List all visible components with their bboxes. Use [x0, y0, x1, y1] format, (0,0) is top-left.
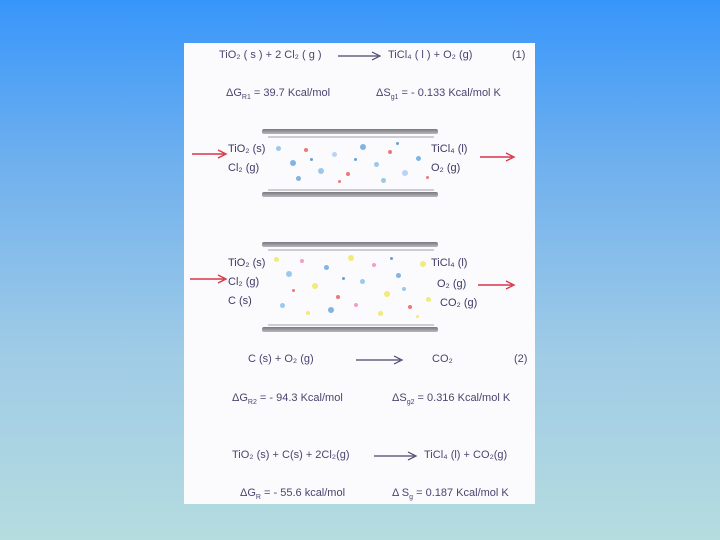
channel1-in-1: Cl₂ (g): [228, 162, 260, 174]
overall-left: TiO₂ (s) + C(s) + 2Cl₂(g): [232, 449, 350, 461]
channel1-top-wall: [262, 129, 438, 134]
reaction1-delta-s: $\Delta S_{g1}$ = - 0.133 Kcal/mol K: [376, 87, 501, 102]
channel1-outlet-arrow-icon: [478, 152, 516, 162]
reaction2-delta-g: $\Delta G_{R2}$ = - 94.3 Kcal/mol: [232, 392, 343, 407]
overall-right: TiCl₄ (l) + CO₂(g): [424, 449, 508, 461]
channel2-in-0: TiO₂ (s): [228, 257, 266, 269]
reaction-arrow-icon: [354, 355, 404, 365]
channel1-bottom-wall-inner: [268, 189, 434, 191]
reaction-arrow-icon: [336, 51, 382, 61]
channel2-particles: [266, 251, 441, 323]
channel1-inlet-arrow-icon: [190, 149, 228, 159]
channel2-inlet-arrow-icon: [188, 274, 228, 284]
channel1-particles: [266, 138, 441, 188]
reaction2-left: C (s) + O₂ (g): [248, 353, 314, 365]
channel2-out-2: CO₂ (g): [440, 297, 478, 309]
channel2-out-1: O₂ (g): [437, 278, 467, 290]
reaction1-left: TiO₂ ( s ) + 2 Cl₂ ( g ): [219, 49, 322, 61]
channel2-in-1: Cl₂ (g): [228, 276, 260, 288]
channel1-out-1: O₂ (g): [431, 162, 461, 174]
overall-delta-g: $\Delta G_R$ = - 55.6 kcal/mol: [240, 487, 346, 502]
reaction2-delta-s: $\Delta S_{g2} = 0.316$ Kcal/mol K: [392, 392, 511, 407]
channel2-bottom-wall-inner: [268, 324, 434, 326]
channel2-out-0: TiCl₄ (l): [431, 257, 468, 269]
channel2-outlet-arrow-icon: [476, 280, 516, 290]
channel1-out-0: TiCl₄ (l): [431, 143, 468, 155]
channel2-top-wall: [262, 242, 438, 247]
channel2-bottom-wall: [262, 327, 438, 332]
channel2-in-2: C (s): [228, 295, 252, 307]
reaction-arrow-icon: [372, 451, 418, 461]
reaction1-delta-g: $\Delta G_{R1} = 39.7$ Kcal/mol: [226, 87, 331, 102]
scanned-sheet: [184, 43, 535, 504]
overall-delta-s: Δ $S_g = 0.187$ Kcal/mol K: [392, 487, 509, 502]
channel1-in-0: TiO₂ (s): [228, 143, 266, 155]
channel1-bottom-wall: [262, 192, 438, 197]
reaction2-right: CO₂: [432, 353, 453, 365]
reaction1-number: (1): [512, 49, 526, 61]
reaction2-number: (2): [514, 353, 528, 365]
reaction1-right: TiCl₄ ( l ) + O₂ (g): [388, 49, 473, 61]
